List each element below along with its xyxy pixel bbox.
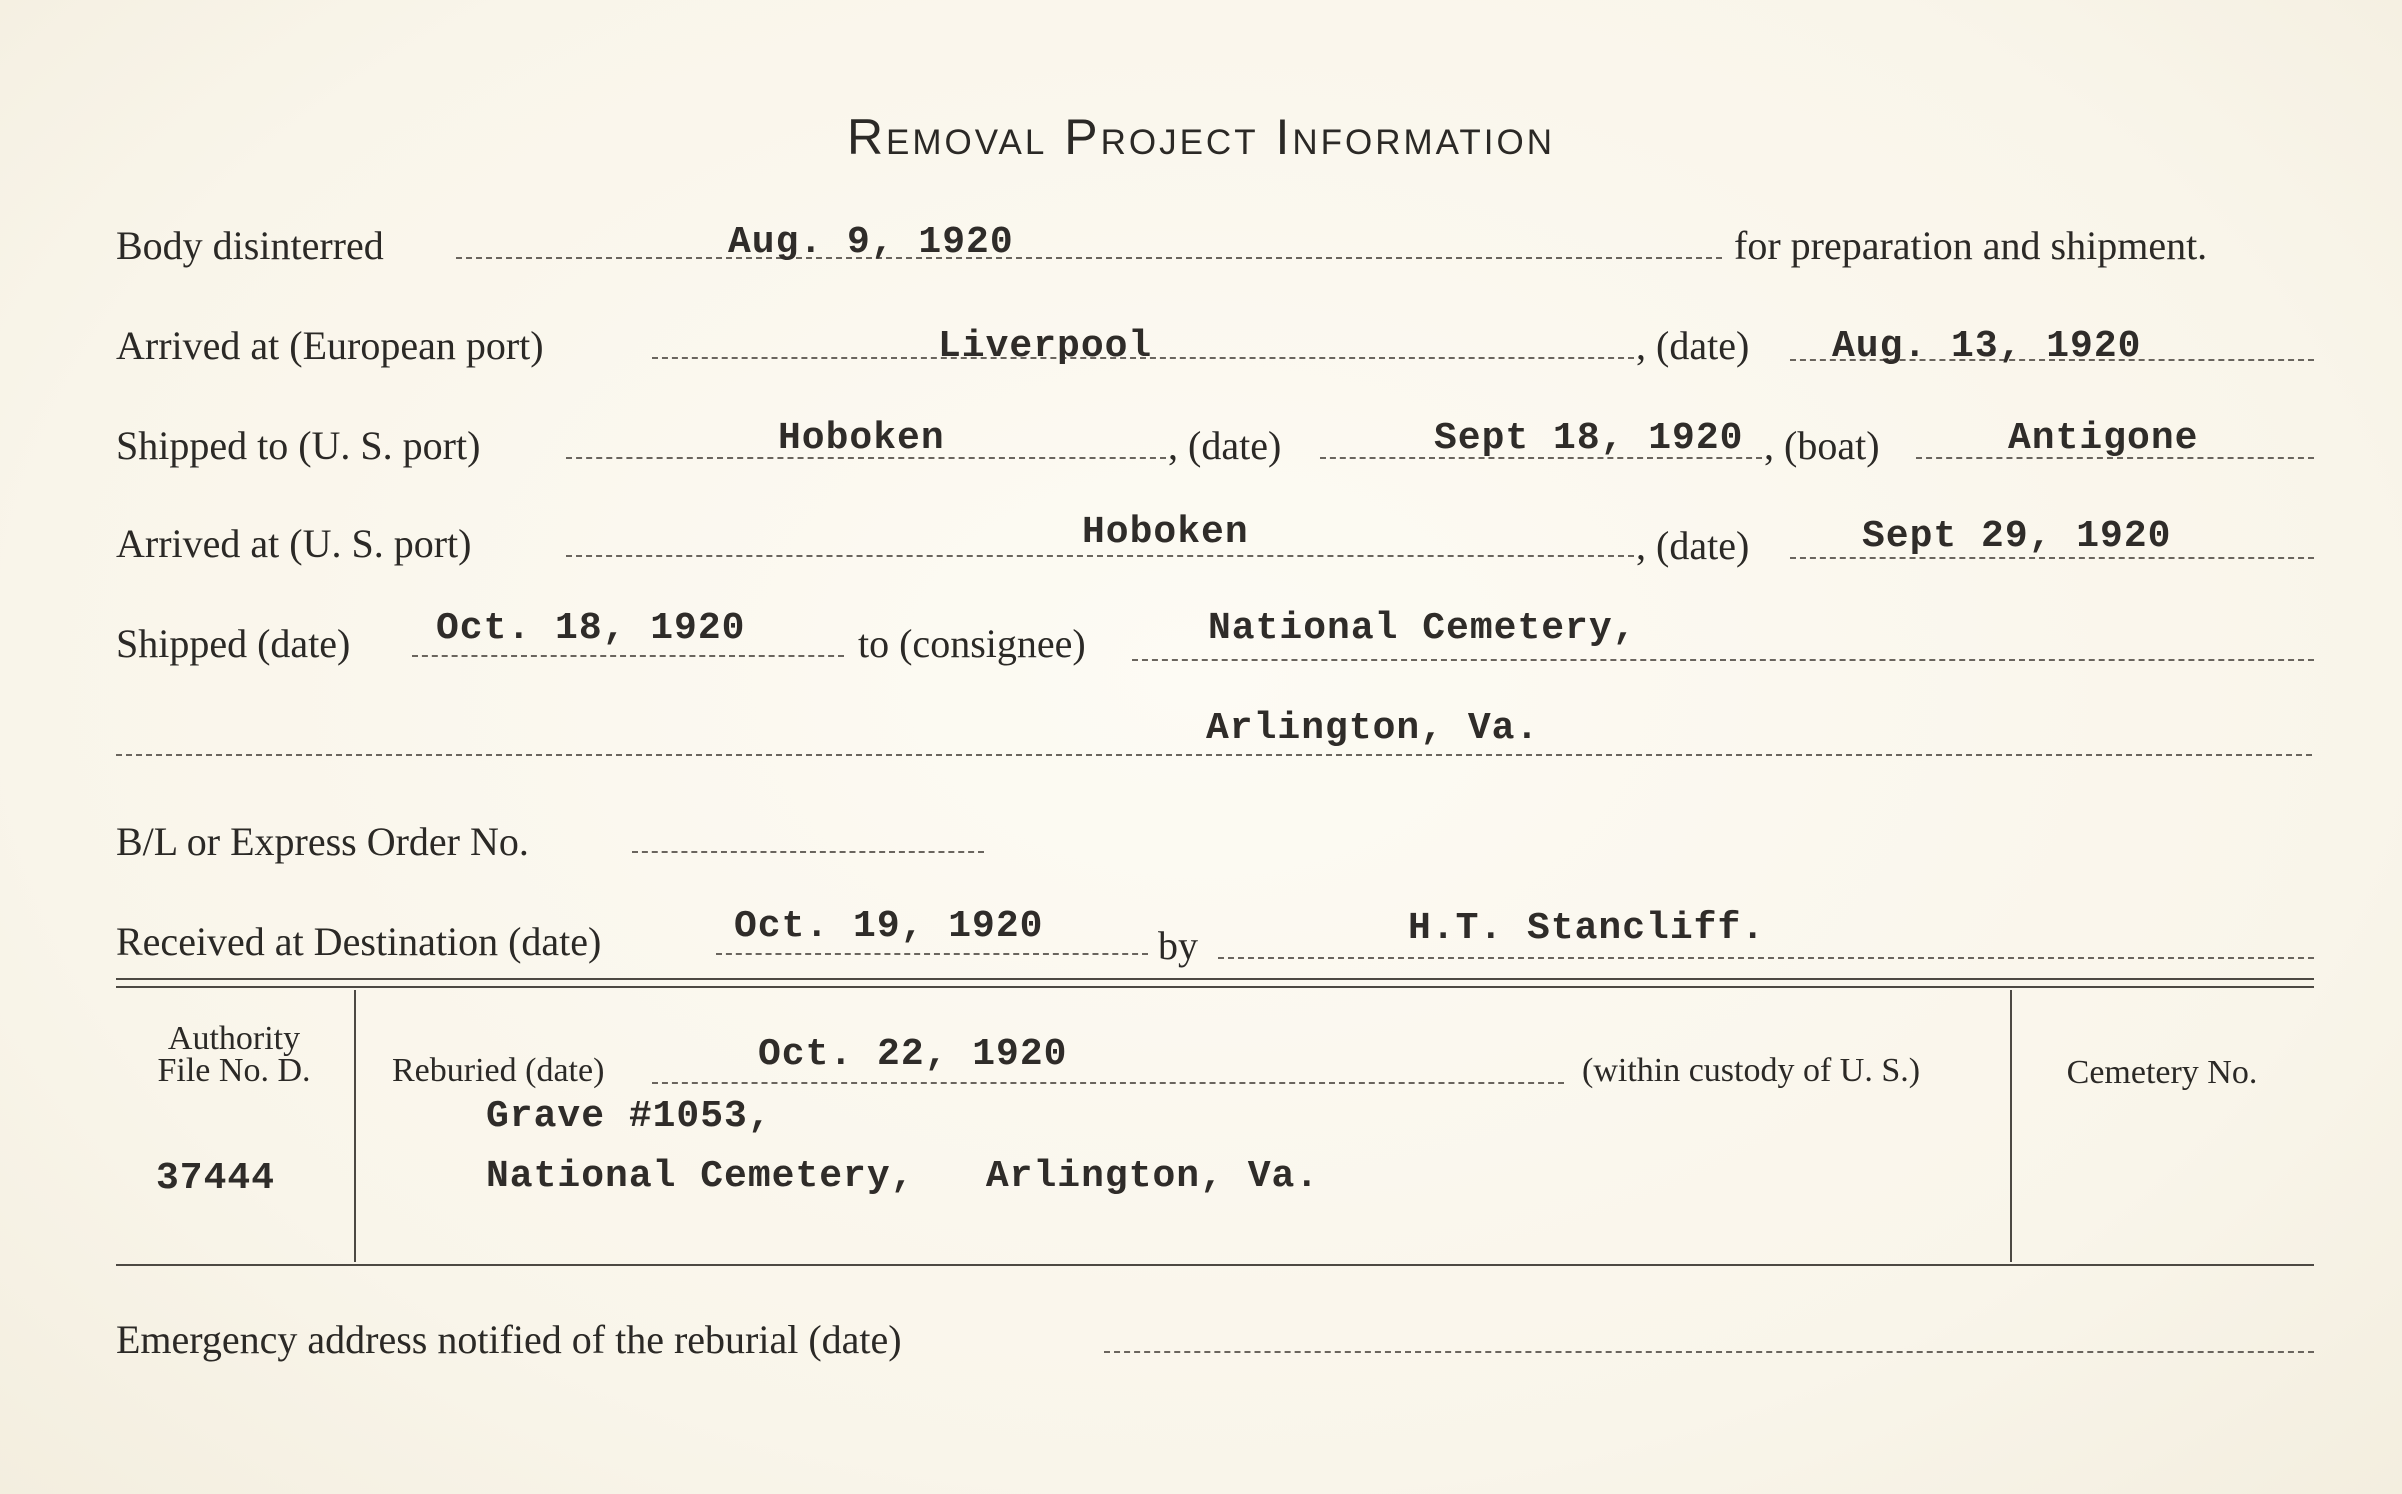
box-bottom-rule <box>116 1264 2314 1266</box>
disinterred-line <box>456 257 1722 259</box>
european-port-date-label: , (date) <box>1636 323 1750 368</box>
location-line2: National Cemetery, Arlington, Va. <box>486 1155 1320 1198</box>
shipped-us-boat-value: Antigone <box>2008 417 2199 460</box>
arrived-us-label: Arrived at (U. S. port) <box>116 521 472 566</box>
received-by-line <box>1218 957 2314 959</box>
authority-value: 37444 <box>156 1157 276 1200</box>
european-port-label: Arrived at (European port) <box>116 323 544 368</box>
box-divider-right <box>2010 990 2012 1262</box>
location-line1: Grave #1053, <box>486 1095 772 1138</box>
box-top-rule-2 <box>116 986 2314 988</box>
shipped-us-boat-label: , (boat) <box>1764 423 1880 468</box>
card-title: Removal Project Information <box>846 109 1556 165</box>
received-line <box>716 953 1148 955</box>
shipped-us-value: Hoboken <box>778 417 945 460</box>
received-value: Oct. 19, 1920 <box>734 905 1044 948</box>
authority-label-2: File No. D. <box>157 1052 311 1089</box>
shipped-us-label: Shipped to (U. S. port) <box>116 423 481 468</box>
shipped-value: Oct. 18, 1920 <box>436 607 746 650</box>
received-label: Received at Destination (date) <box>116 919 602 964</box>
disinterred-label: Body disinterred <box>116 223 384 268</box>
consignee-line1: National Cemetery, <box>1208 607 1637 650</box>
european-port-date-value: Aug. 13, 1920 <box>1832 325 2142 368</box>
arrived-us-date-label: , (date) <box>1636 523 1750 568</box>
arrived-us-date-value: Sept 29, 1920 <box>1862 515 2172 558</box>
arrived-us-line <box>566 555 1634 557</box>
consignee-line <box>1132 659 2314 661</box>
received-by-label: by <box>1158 923 1198 968</box>
disinterred-value: Aug. 9, 1920 <box>728 221 1014 264</box>
received-by-value: H.T. Stancliff. <box>1408 907 1766 950</box>
shipped-us-date-value: Sept 18, 1920 <box>1434 417 1744 460</box>
box-divider-left <box>354 990 356 1262</box>
bl-line <box>632 851 984 853</box>
bl-label: B/L or Express Order No. <box>116 819 529 864</box>
reburied-line <box>652 1082 1564 1084</box>
reburied-value: Oct. 22, 1920 <box>758 1033 1068 1076</box>
shipped-line <box>412 655 844 657</box>
cemetery-label: Cemetery No. <box>2066 1054 2258 1091</box>
box-top-rule <box>116 978 2314 980</box>
custody-label: (within custody of U. S.) <box>1582 1052 1921 1089</box>
reburied-label: Reburied (date) <box>392 1052 605 1089</box>
authority-label-1: Authority <box>167 1020 301 1057</box>
consignee-continuation-line <box>116 754 2312 756</box>
shipped-us-date-label: , (date) <box>1168 423 1282 468</box>
european-port-value: Liverpool <box>938 325 1153 368</box>
consignee-line2: Arlington, Va. <box>1206 707 1540 750</box>
emergency-line <box>1104 1351 2314 1353</box>
shipped-label: Shipped (date) <box>116 621 351 666</box>
arrived-us-value: Hoboken <box>1082 511 1249 554</box>
disinterred-suffix: for preparation and shipment. <box>1734 223 2208 268</box>
consignee-label: to (consignee) <box>858 621 1086 666</box>
emergency-label: Emergency address notified of the reburial (date) <box>116 1317 902 1362</box>
